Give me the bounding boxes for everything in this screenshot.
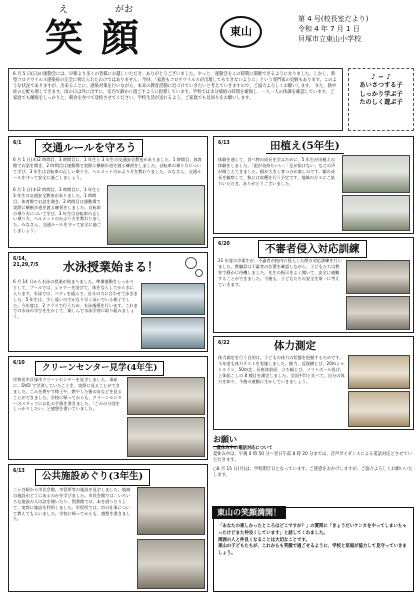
smile-line-3: 東山の子どもたちが、これからも笑顔で過ごせるように、学校と家庭が協力して見守っていきましょう。 <box>218 544 407 557</box>
article-heading: 水泳授業始まる！ <box>63 260 160 274</box>
pool-photo <box>141 283 205 315</box>
article-text: 体力測定を行う目的は、子どもの体力の状態を把握するためです。今年度も体力テストを実施しました。握力、反復横とび、20mシャトルラン、50m走、長座体前屈、立ち幅とび、ソフトボール投げ、上体起こしの 8 種目を測定しました。全国平均と比べて、自分の体力を知り、今後の運動に生かしていきましょう。 <box>218 355 345 384</box>
school-slogan-box <box>348 68 414 131</box>
article-date: 6/10 <box>13 361 25 366</box>
smile-line-2: 周囲の人と仲良くなることは大切なことです。 <box>218 537 310 543</box>
article-date: 6/13 <box>218 141 230 146</box>
article-text: 21 年度の卒業生が、不審者が校内に侵入した際の対応訓練を行いました。教職員は不審者の位置を確認しながら、子どもたちは教室で静かに待機しました。先生の指示をよく聞いて、安全に避難することができました。今後も、子どもたちの安全を第一に考えていきます。 <box>218 258 342 287</box>
smile-line-1: 「あなたの楽しかったところはどこですか？」の質問に「きょうだいケンカをやってしまいちゃったけどまた仲良くしています」と話してくれました。 <box>218 524 407 536</box>
intruder-drill-article <box>213 237 414 333</box>
notice-title: お願い <box>213 434 237 447</box>
clean-center-article <box>8 356 208 460</box>
issue-number: 第 4 号(校長室だより) <box>298 15 369 23</box>
notice-item-1-heading: ○夏休み中の電話対応について <box>213 446 273 451</box>
article-text: 三ヶ谷駅から市民会館、市役所等の施設を見学しました。地域の施設がどこにあるのかを学びました。市民会館では、いろいろな施設の人の話を聞いたり、図書館では、本を借りたりして、実際に施設を利用しました。市役所では、市の仕事について教えてもらいました。学校に帰ってからも、感想を書きました。 <box>13 487 131 522</box>
rice-field-photo <box>342 155 410 193</box>
pool-photo-2 <box>141 317 205 349</box>
rice-planting-article <box>213 136 414 234</box>
title-ruby-1: え <box>59 5 69 15</box>
bubble-icon <box>185 257 197 269</box>
clean-center-photo-2 <box>127 417 205 457</box>
notice-item-2-text: ○8 月 15 日(月)は、学校閉庁日となっています。ご迷惑をおかけしますが、ご協力よろしくお願いいたします。 <box>213 466 413 478</box>
school-name: 貝塚市立東山小学校 <box>298 35 361 44</box>
title-char-2: 顔 <box>101 15 142 60</box>
bubble-icon <box>195 269 203 277</box>
fitness-photo-2 <box>348 391 410 427</box>
article-heading: 公共施設めぐり(3年生) <box>35 469 150 486</box>
rice-planting-photo <box>342 195 410 231</box>
traffic-class-photo <box>107 185 205 245</box>
article-text: 体験を通して、食べ物の成長を学ぶために、5 年生が田植えの体験をしました。「泥が気持ちいい」「足が抜けない」などの声が聞こえてきました。稲が大きく育つのが楽しみです。稲の成長を観察して、秋には収穫を行う予定です。地域の方々にご協力いただき、ありがとうございました。 <box>218 157 336 186</box>
traffic-safety-article <box>8 136 208 248</box>
drill-photo-2 <box>346 296 410 330</box>
title-char-1: 笑 <box>45 15 86 60</box>
newsletter-header <box>10 4 410 64</box>
fitness-test-article <box>213 336 414 430</box>
notice-section <box>213 434 414 494</box>
article-text-continued: 6 月 1 日(木)2 時間目、3 時間目に、1 年生と 3 年生の交通安全教室がありました。1 時間目、体育館でお話を聞き、2 時間目は運動場で実際に横断歩道を渡る練習をしました。自転車の乗り方について学び、3 年生は自転車の正しい乗り方、ヘルメットのかぶり方を教わりました。みなさん、交通ルールを守って安全に過ごしましょう。 <box>13 187 102 234</box>
newsletter-title <box>45 4 225 60</box>
title-ruby-2: がお <box>115 5 134 15</box>
slogan-line-3: たのしく遊ぶ子 <box>359 99 403 107</box>
swimming-class-article <box>8 252 208 352</box>
article-heading: クリーンセンター見学(4年生) <box>35 361 164 376</box>
slogan-line-1: あいさつする子 <box>359 82 403 90</box>
notice-item-1-text: 夏休み中は、午後 4 時 50 分～翌日午前 8 時 20 分までは、音声ガイダンスによる電話対応とさせていただきます。 <box>213 452 412 464</box>
article-text: 6 月 1 日(木)2 時間目、3 時間目に、1 年生と 3 年生の交通安全教室がありました。1 時間目、体育館でお話を聞き、2 時間目は運動場で実際に横断歩道を渡る練習をしました。自転車の乗り方について学び、3 年生は自転車の正しい乗り方、ヘルメットのかぶり方を教わりました。みなさん、交通ルールを守って安全に過ごしましょう。 <box>13 157 202 180</box>
smile-section <box>213 507 414 592</box>
issue-info <box>298 14 408 44</box>
clean-center-photo <box>127 377 205 415</box>
smile-section-body <box>218 524 408 558</box>
article-text: 岸和田市貝塚市クリーンセンターを見学しました。事前に、DVD で学習していたことを、実際に見ることができました。ごみを燃やす様子や、燃やした後の灰などを見ることができました。学校に帰ってからも、クリーンセンターのスタッフにお礼の手紙を書きました。「ごみの分別をしっかりしたい」と感想を書いていました。 <box>13 377 122 412</box>
article-heading: 交通ルールを守ろう <box>35 139 143 157</box>
slogan-line-2: しっかり学ぶ子 <box>359 90 403 98</box>
notice-body <box>213 446 413 479</box>
article-date: 6/22 <box>218 341 230 346</box>
facility-photo <box>137 487 205 535</box>
article-date: 6/20 <box>218 242 230 247</box>
intro-message: 6 月 5 日(日)の運動会には、早朝より多くの皆様にお越しいただき、ありがとうございました。やっと、運動会をこの時期に開催できるようになりました。しかし、新型コロナウイルス感染症の完全に抑えられたわけではありません。今回、「家族もコロナウイルスが出現してもできないように」という専門家の見解もあります。このような状況でありますが、出来ることに、感染対策を行いながら、本来の教育活動に近づけていきたいと考えていきますので、ご協力よろしくお願いします。 また、熱中症の心配も増してきます。雨の日は外に出ずに、室内で静かに過ごすように指導しています。学校では水分補給の時間を確保し、一人一人の体調を確認しています。ご家庭でも睡眠をしっかりと、朝食を食べて登校させてください。学校生活が送れるよう、ご家庭でも見回りをお願いします。 <box>8 68 343 131</box>
article-heading: 不審者侵入対応訓練 <box>258 240 367 258</box>
bird-decoration-icon: ♪ ∽ ♪ <box>371 73 391 81</box>
facility-photo-2 <box>137 539 205 589</box>
drill-photo <box>346 260 410 294</box>
issue-date: 令和 4 年 7 月 1 日 <box>298 25 360 34</box>
article-heading: 田植え(5年生) <box>266 139 344 154</box>
article-heading: 体力測定 <box>274 340 316 352</box>
article-text: 6 月 14 日から水泳の授業が始まりました。準備運動をしっかりとして、プールでは、シャワーを浴びて、体をならしてから水に入ります。水泳では、バディを組んで、自分の力に合わせて泳ぎました。5 年生は、少し遠いのでかなり早く泳いでいる様子でした。今年度は、2 クラスで行うため、水泳指導を行います。これまでの水泳の学びを生かして、楽しんで水泳学習に取り組みましょう。 <box>13 279 138 320</box>
public-facilities-article <box>8 464 208 592</box>
article-date: 6/13 <box>13 469 25 474</box>
smile-section-title: 東山の笑顔満開！ <box>212 506 286 519</box>
article-date: 6/1 <box>13 141 22 146</box>
fitness-photo <box>348 355 410 389</box>
school-logo-badge: 東山 <box>220 16 262 48</box>
article-date: 6/14, 21,29,7/5 <box>13 257 39 269</box>
